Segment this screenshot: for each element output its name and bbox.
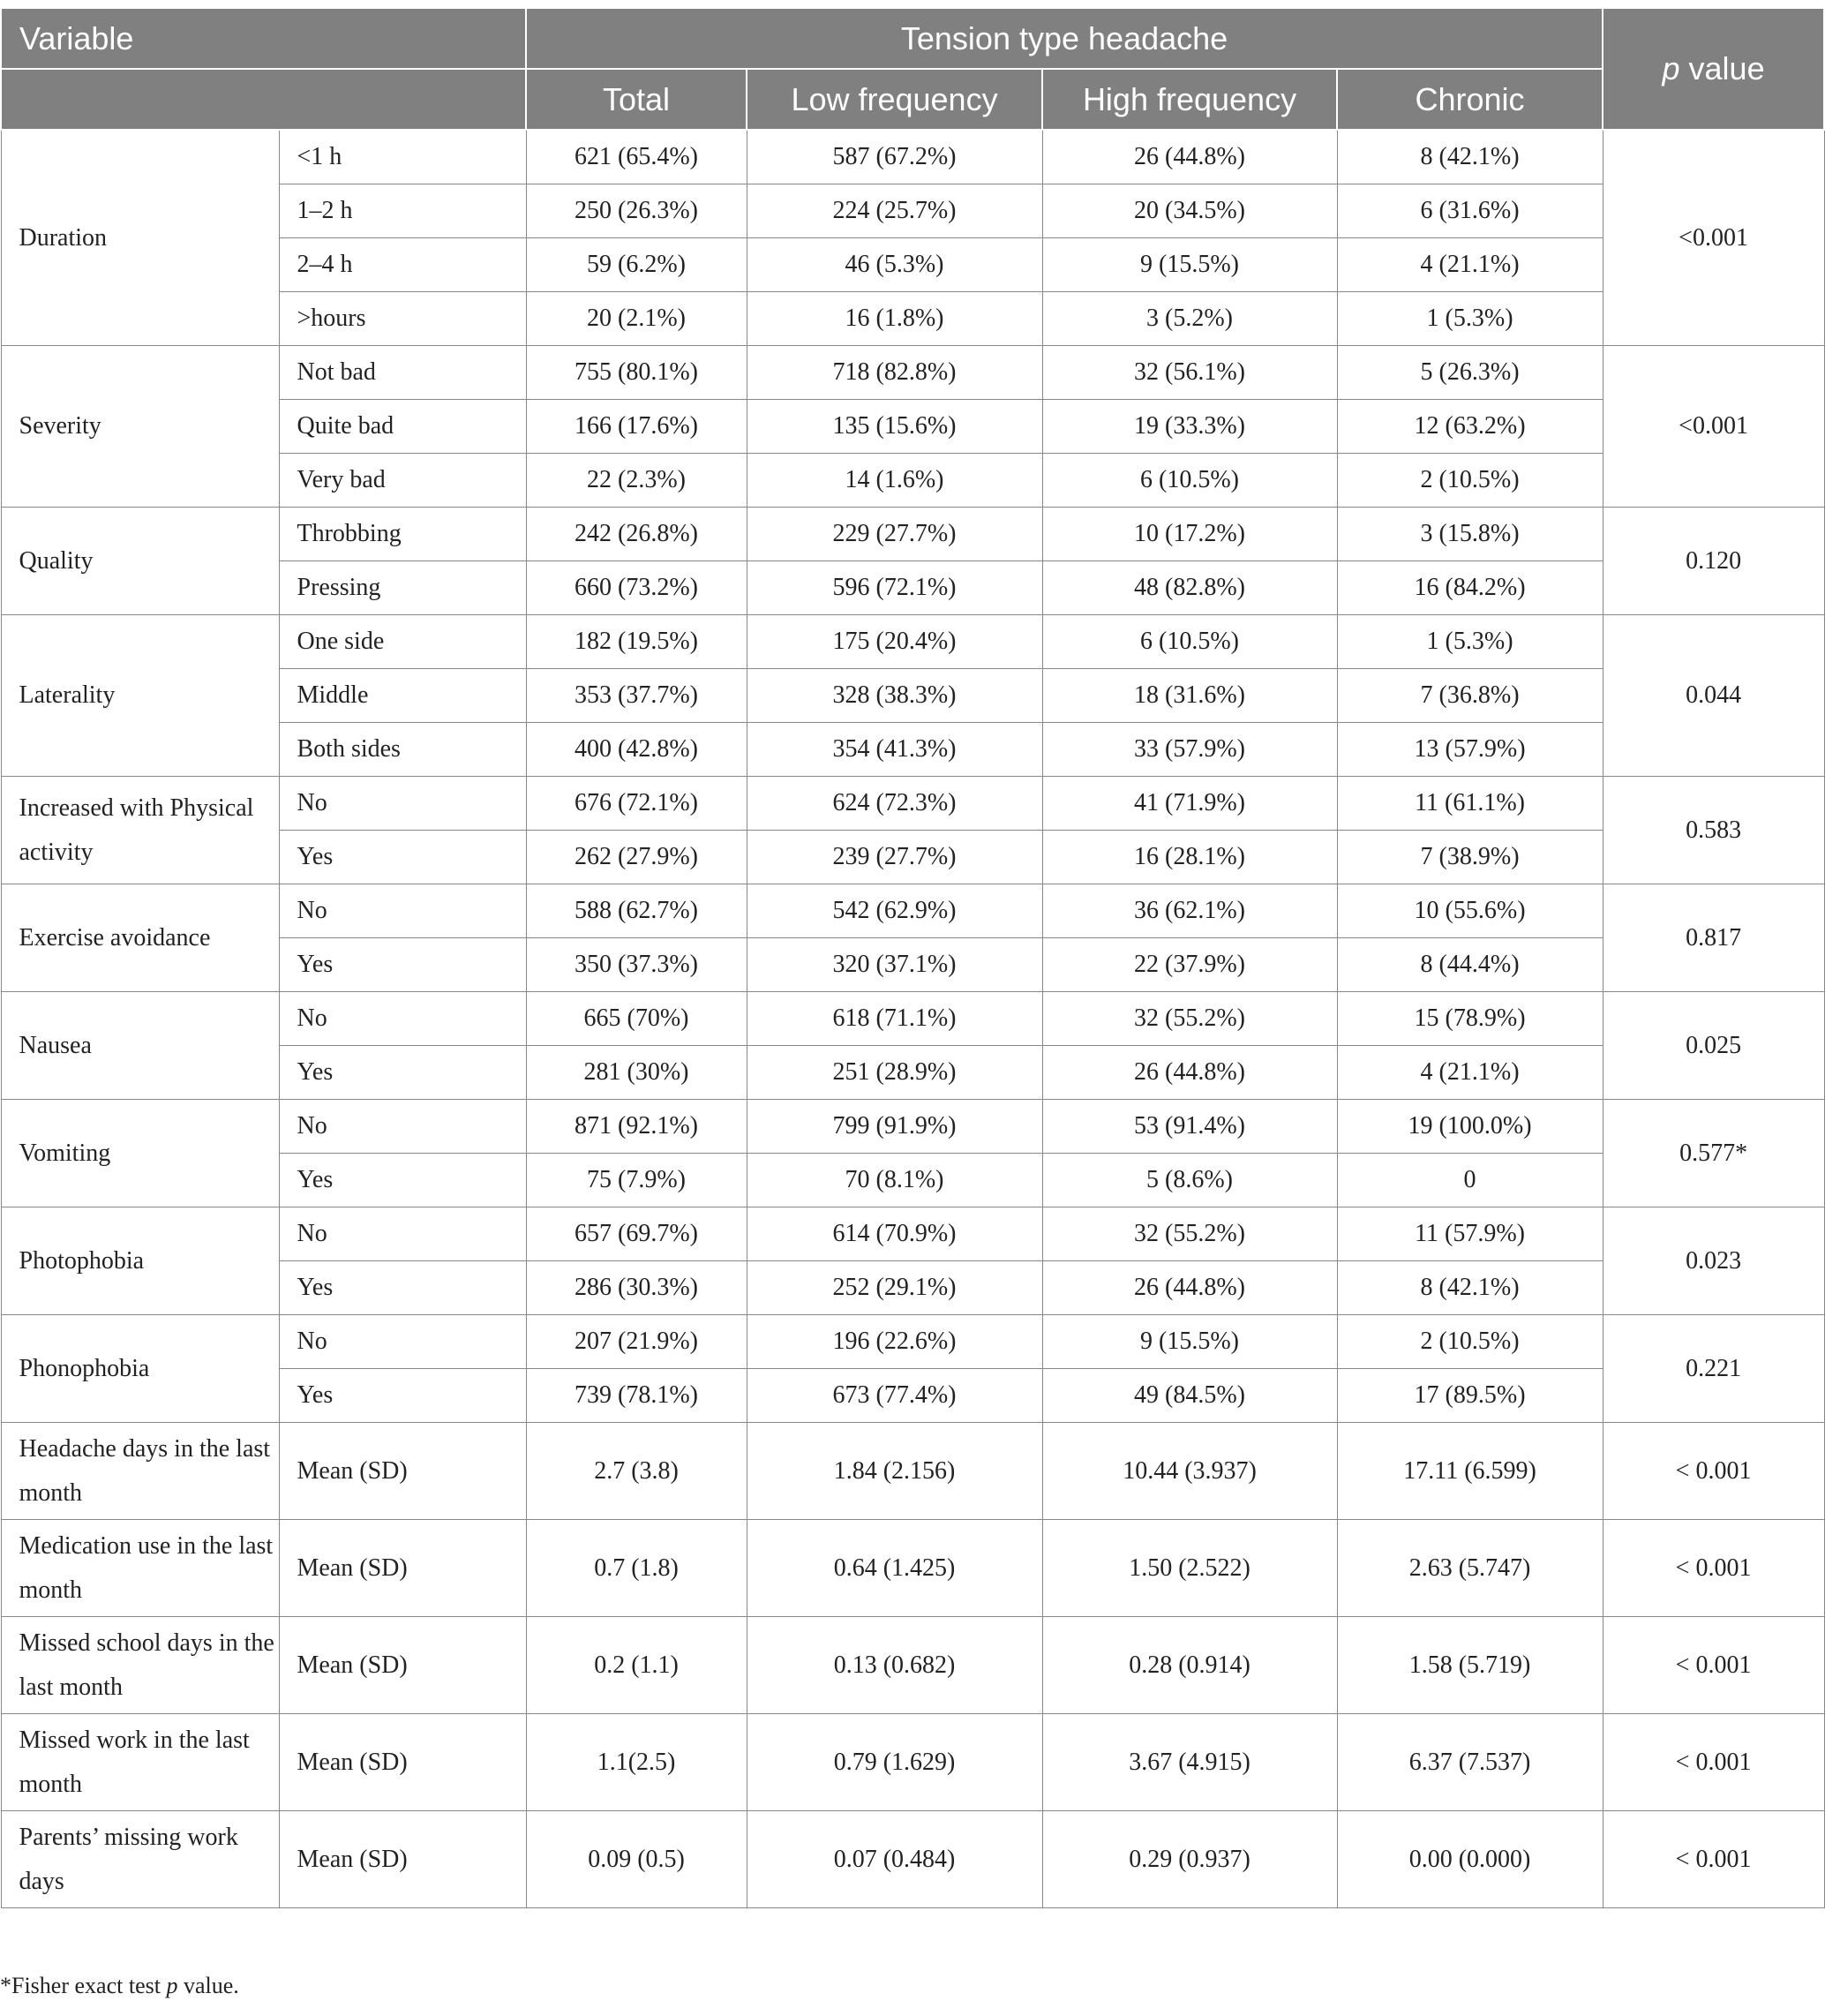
- high-frequency-cell: 1.50 (2.522): [1042, 1520, 1337, 1617]
- low-frequency-cell: 1.84 (2.156): [747, 1423, 1042, 1520]
- low-frequency-cell: 229 (27.7%): [747, 508, 1042, 561]
- p-value-cell: 0.044: [1603, 615, 1824, 777]
- high-frequency-cell: 32 (55.2%): [1042, 1207, 1337, 1261]
- low-frequency-cell: 70 (8.1%): [747, 1154, 1042, 1207]
- category-label-cell: Throbbing: [279, 508, 526, 561]
- category-label-cell: Mean (SD): [279, 1423, 526, 1520]
- low-frequency-cell: 239 (27.7%): [747, 831, 1042, 884]
- header-row-2: [1, 69, 1824, 130]
- p-value-cell: < 0.001: [1603, 1520, 1824, 1617]
- total-cell: 2.7 (3.8): [526, 1423, 747, 1520]
- table-row: [1, 346, 1824, 400]
- variable-name-cell: Quality: [1, 508, 279, 615]
- high-frequency-cell: 16 (28.1%): [1042, 831, 1337, 884]
- total-cell: 59 (6.2%): [526, 238, 747, 292]
- chronic-cell: 7 (36.8%): [1337, 669, 1603, 723]
- total-cell: 0.09 (0.5): [526, 1811, 747, 1908]
- low-frequency-cell: 673 (77.4%): [747, 1369, 1042, 1423]
- high-frequency-cell: 49 (84.5%): [1042, 1369, 1337, 1423]
- footnote: [0, 1973, 239, 1999]
- category-label-cell: Yes: [279, 1369, 526, 1423]
- variable-name-cell: Photophobia: [1, 1207, 279, 1315]
- total-cell: 286 (30.3%): [526, 1261, 747, 1315]
- table-row: [1, 777, 1824, 831]
- total-cell: 755 (80.1%): [526, 346, 747, 400]
- high-frequency-cell: 6 (10.5%): [1042, 615, 1337, 669]
- variable-name-cell: Missed work in the last month: [1, 1714, 279, 1811]
- high-frequency-cell: 0.29 (0.937): [1042, 1811, 1337, 1908]
- total-cell: 182 (19.5%): [526, 615, 747, 669]
- chronic-header: Chronic: [1337, 69, 1603, 130]
- chronic-cell: 6 (31.6%): [1337, 184, 1603, 238]
- chronic-cell: 7 (38.9%): [1337, 831, 1603, 884]
- p-value-header: [1603, 8, 1824, 130]
- high-frequency-cell: 9 (15.5%): [1042, 1315, 1337, 1369]
- total-cell: 621 (65.4%): [526, 130, 747, 184]
- total-cell: 871 (92.1%): [526, 1100, 747, 1154]
- total-cell: 350 (37.3%): [526, 938, 747, 992]
- footnote-prefix: *Fisher exact test: [0, 1973, 167, 1998]
- variable-header: Variable: [1, 8, 526, 69]
- low-frequency-cell: 14 (1.6%): [747, 454, 1042, 508]
- high-frequency-cell: 10.44 (3.937): [1042, 1423, 1337, 1520]
- p-value-cell: <0.001: [1603, 346, 1824, 508]
- table-row: [1, 1714, 1824, 1811]
- high-frequency-cell: 9 (15.5%): [1042, 238, 1337, 292]
- table-row: [1, 615, 1824, 669]
- category-label-cell: Yes: [279, 831, 526, 884]
- total-cell: 676 (72.1%): [526, 777, 747, 831]
- total-cell: 0.2 (1.1): [526, 1617, 747, 1714]
- chronic-cell: 8 (42.1%): [1337, 130, 1603, 184]
- chronic-cell: 4 (21.1%): [1337, 238, 1603, 292]
- variable-name-cell: Exercise avoidance: [1, 884, 279, 992]
- chronic-cell: 12 (63.2%): [1337, 400, 1603, 454]
- category-label-cell: Yes: [279, 1261, 526, 1315]
- high-frequency-cell: 10 (17.2%): [1042, 508, 1337, 561]
- high-frequency-cell: 26 (44.8%): [1042, 1046, 1337, 1100]
- p-value-cell: 0.583: [1603, 777, 1824, 884]
- low-frequency-cell: 224 (25.7%): [747, 184, 1042, 238]
- low-frequency-cell: 587 (67.2%): [747, 130, 1042, 184]
- variable-name-cell: Duration: [1, 130, 279, 346]
- chronic-cell: 8 (44.4%): [1337, 938, 1603, 992]
- chronic-cell: 2.63 (5.747): [1337, 1520, 1603, 1617]
- category-label-cell: <1 h: [279, 130, 526, 184]
- p-value-cell: < 0.001: [1603, 1617, 1824, 1714]
- p-value-cell: < 0.001: [1603, 1811, 1824, 1908]
- category-label-cell: Yes: [279, 1154, 526, 1207]
- blank-header-cell: [1, 69, 526, 130]
- low-frequency-cell: 542 (62.9%): [747, 884, 1042, 938]
- total-cell: 1.1(2.5): [526, 1714, 747, 1811]
- total-cell: 660 (73.2%): [526, 561, 747, 615]
- tension-type-headache-header: Tension type headache: [526, 8, 1603, 69]
- high-frequency-header: High frequency: [1042, 69, 1337, 130]
- p-value-cell: 0.577*: [1603, 1100, 1824, 1207]
- chronic-cell: 1 (5.3%): [1337, 292, 1603, 346]
- table-row: [1, 1207, 1824, 1261]
- high-frequency-cell: 41 (71.9%): [1042, 777, 1337, 831]
- high-frequency-cell: 32 (55.2%): [1042, 992, 1337, 1046]
- category-label-cell: Mean (SD): [279, 1811, 526, 1908]
- table-row: [1, 130, 1824, 184]
- total-cell: 20 (2.1%): [526, 292, 747, 346]
- low-frequency-cell: 618 (71.1%): [747, 992, 1042, 1046]
- variable-name-cell: Phonophobia: [1, 1315, 279, 1423]
- low-frequency-cell: 320 (37.1%): [747, 938, 1042, 992]
- total-cell: 657 (69.7%): [526, 1207, 747, 1261]
- chronic-cell: 2 (10.5%): [1337, 454, 1603, 508]
- total-cell: 353 (37.7%): [526, 669, 747, 723]
- category-label-cell: Yes: [279, 1046, 526, 1100]
- low-frequency-cell: 614 (70.9%): [747, 1207, 1042, 1261]
- total-cell: 166 (17.6%): [526, 400, 747, 454]
- variable-name-cell: Laterality: [1, 615, 279, 777]
- table-body: [1, 130, 1824, 1908]
- low-frequency-cell: 0.79 (1.629): [747, 1714, 1042, 1811]
- headache-characteristics-table: [0, 7, 1825, 1908]
- high-frequency-cell: 26 (44.8%): [1042, 1261, 1337, 1315]
- chronic-cell: 11 (57.9%): [1337, 1207, 1603, 1261]
- chronic-cell: 11 (61.1%): [1337, 777, 1603, 831]
- p-value-header-rest: value: [1679, 50, 1765, 87]
- low-frequency-cell: 0.13 (0.682): [747, 1617, 1042, 1714]
- category-label-cell: No: [279, 992, 526, 1046]
- category-label-cell: Mean (SD): [279, 1714, 526, 1811]
- high-frequency-cell: 3.67 (4.915): [1042, 1714, 1337, 1811]
- chronic-cell: 15 (78.9%): [1337, 992, 1603, 1046]
- total-cell: 588 (62.7%): [526, 884, 747, 938]
- low-frequency-cell: 135 (15.6%): [747, 400, 1042, 454]
- p-value-cell: 0.817: [1603, 884, 1824, 992]
- category-label-cell: No: [279, 777, 526, 831]
- low-frequency-cell: 252 (29.1%): [747, 1261, 1042, 1315]
- high-frequency-cell: 6 (10.5%): [1042, 454, 1337, 508]
- chronic-cell: 2 (10.5%): [1337, 1315, 1603, 1369]
- variable-name-cell: Missed school days in the last month: [1, 1617, 279, 1714]
- variable-name-cell: Medication use in the last month: [1, 1520, 279, 1617]
- total-cell: 281 (30%): [526, 1046, 747, 1100]
- chronic-cell: 0.00 (0.000): [1337, 1811, 1603, 1908]
- p-value-cell: 0.120: [1603, 508, 1824, 615]
- chronic-cell: 6.37 (7.537): [1337, 1714, 1603, 1811]
- high-frequency-cell: 20 (34.5%): [1042, 184, 1337, 238]
- total-cell: 75 (7.9%): [526, 1154, 747, 1207]
- category-label-cell: One side: [279, 615, 526, 669]
- low-frequency-cell: 0.07 (0.484): [747, 1811, 1042, 1908]
- category-label-cell: Mean (SD): [279, 1520, 526, 1617]
- low-frequency-cell: 328 (38.3%): [747, 669, 1042, 723]
- category-label-cell: 1–2 h: [279, 184, 526, 238]
- chronic-cell: 13 (57.9%): [1337, 723, 1603, 777]
- chronic-cell: 1 (5.3%): [1337, 615, 1603, 669]
- category-label-cell: No: [279, 1207, 526, 1261]
- low-frequency-cell: 624 (72.3%): [747, 777, 1042, 831]
- chronic-cell: 16 (84.2%): [1337, 561, 1603, 615]
- variable-name-cell: Parents’ missing work days: [1, 1811, 279, 1908]
- high-frequency-cell: 33 (57.9%): [1042, 723, 1337, 777]
- chronic-cell: 10 (55.6%): [1337, 884, 1603, 938]
- low-frequency-cell: 354 (41.3%): [747, 723, 1042, 777]
- total-cell: 250 (26.3%): [526, 184, 747, 238]
- total-cell: 665 (70%): [526, 992, 747, 1046]
- low-frequency-cell: 799 (91.9%): [747, 1100, 1042, 1154]
- p-value-cell: < 0.001: [1603, 1714, 1824, 1811]
- table-header: [1, 8, 1824, 130]
- variable-name-cell: Vomiting: [1, 1100, 279, 1207]
- table-row: [1, 1423, 1824, 1520]
- p-value-cell: 0.025: [1603, 992, 1824, 1100]
- total-cell: 0.7 (1.8): [526, 1520, 747, 1617]
- high-frequency-cell: 32 (56.1%): [1042, 346, 1337, 400]
- high-frequency-cell: 5 (8.6%): [1042, 1154, 1337, 1207]
- p-value-cell: 0.023: [1603, 1207, 1824, 1315]
- high-frequency-cell: 3 (5.2%): [1042, 292, 1337, 346]
- low-frequency-cell: 0.64 (1.425): [747, 1520, 1042, 1617]
- low-frequency-cell: 596 (72.1%): [747, 561, 1042, 615]
- high-frequency-cell: 19 (33.3%): [1042, 400, 1337, 454]
- category-label-cell: Mean (SD): [279, 1617, 526, 1714]
- p-value-header-italic: p: [1662, 50, 1680, 87]
- chronic-cell: 17.11 (6.599): [1337, 1423, 1603, 1520]
- high-frequency-cell: 0.28 (0.914): [1042, 1617, 1337, 1714]
- chronic-cell: 0: [1337, 1154, 1603, 1207]
- table-row: [1, 1315, 1824, 1369]
- p-value-cell: <0.001: [1603, 130, 1824, 346]
- total-cell: 22 (2.3%): [526, 454, 747, 508]
- high-frequency-cell: 18 (31.6%): [1042, 669, 1337, 723]
- low-frequency-cell: 251 (28.9%): [747, 1046, 1042, 1100]
- chronic-cell: 17 (89.5%): [1337, 1369, 1603, 1423]
- category-label-cell: No: [279, 884, 526, 938]
- total-cell: 739 (78.1%): [526, 1369, 747, 1423]
- footnote-italic: p: [166, 1973, 178, 1998]
- chronic-cell: 8 (42.1%): [1337, 1261, 1603, 1315]
- p-value-cell: < 0.001: [1603, 1423, 1824, 1520]
- table-row: [1, 884, 1824, 938]
- category-label-cell: Not bad: [279, 346, 526, 400]
- category-label-cell: Very bad: [279, 454, 526, 508]
- total-cell: 207 (21.9%): [526, 1315, 747, 1369]
- footnote-suffix: value.: [177, 1973, 239, 1998]
- category-label-cell: No: [279, 1315, 526, 1369]
- chronic-cell: 5 (26.3%): [1337, 346, 1603, 400]
- chronic-cell: 19 (100.0%): [1337, 1100, 1603, 1154]
- high-frequency-cell: 48 (82.8%): [1042, 561, 1337, 615]
- low-frequency-cell: 718 (82.8%): [747, 346, 1042, 400]
- high-frequency-cell: 26 (44.8%): [1042, 130, 1337, 184]
- table-row: [1, 992, 1824, 1046]
- category-label-cell: No: [279, 1100, 526, 1154]
- variable-name-cell: Headache days in the last month: [1, 1423, 279, 1520]
- total-cell: 400 (42.8%): [526, 723, 747, 777]
- total-cell: 242 (26.8%): [526, 508, 747, 561]
- low-frequency-cell: 46 (5.3%): [747, 238, 1042, 292]
- header-row-1: [1, 8, 1824, 69]
- variable-name-cell: Severity: [1, 346, 279, 508]
- low-frequency-cell: 196 (22.6%): [747, 1315, 1042, 1369]
- low-frequency-cell: 175 (20.4%): [747, 615, 1042, 669]
- category-label-cell: Quite bad: [279, 400, 526, 454]
- high-frequency-cell: 53 (91.4%): [1042, 1100, 1337, 1154]
- table-row: [1, 1520, 1824, 1617]
- category-label-cell: Middle: [279, 669, 526, 723]
- chronic-cell: 1.58 (5.719): [1337, 1617, 1603, 1714]
- category-label-cell: >hours: [279, 292, 526, 346]
- variable-name-cell: Increased with Physical activity: [1, 777, 279, 884]
- low-frequency-header: Low frequency: [747, 69, 1042, 130]
- table-row: [1, 1100, 1824, 1154]
- high-frequency-cell: 22 (37.9%): [1042, 938, 1337, 992]
- chronic-cell: 4 (21.1%): [1337, 1046, 1603, 1100]
- table-row: [1, 508, 1824, 561]
- low-frequency-cell: 16 (1.8%): [747, 292, 1042, 346]
- category-label-cell: 2–4 h: [279, 238, 526, 292]
- table-row: [1, 1811, 1824, 1908]
- category-label-cell: Both sides: [279, 723, 526, 777]
- variable-name-cell: Nausea: [1, 992, 279, 1100]
- total-header: Total: [526, 69, 747, 130]
- table-row: [1, 1617, 1824, 1714]
- category-label-cell: Pressing: [279, 561, 526, 615]
- high-frequency-cell: 36 (62.1%): [1042, 884, 1337, 938]
- total-cell: 262 (27.9%): [526, 831, 747, 884]
- p-value-cell: 0.221: [1603, 1315, 1824, 1423]
- chronic-cell: 3 (15.8%): [1337, 508, 1603, 561]
- category-label-cell: Yes: [279, 938, 526, 992]
